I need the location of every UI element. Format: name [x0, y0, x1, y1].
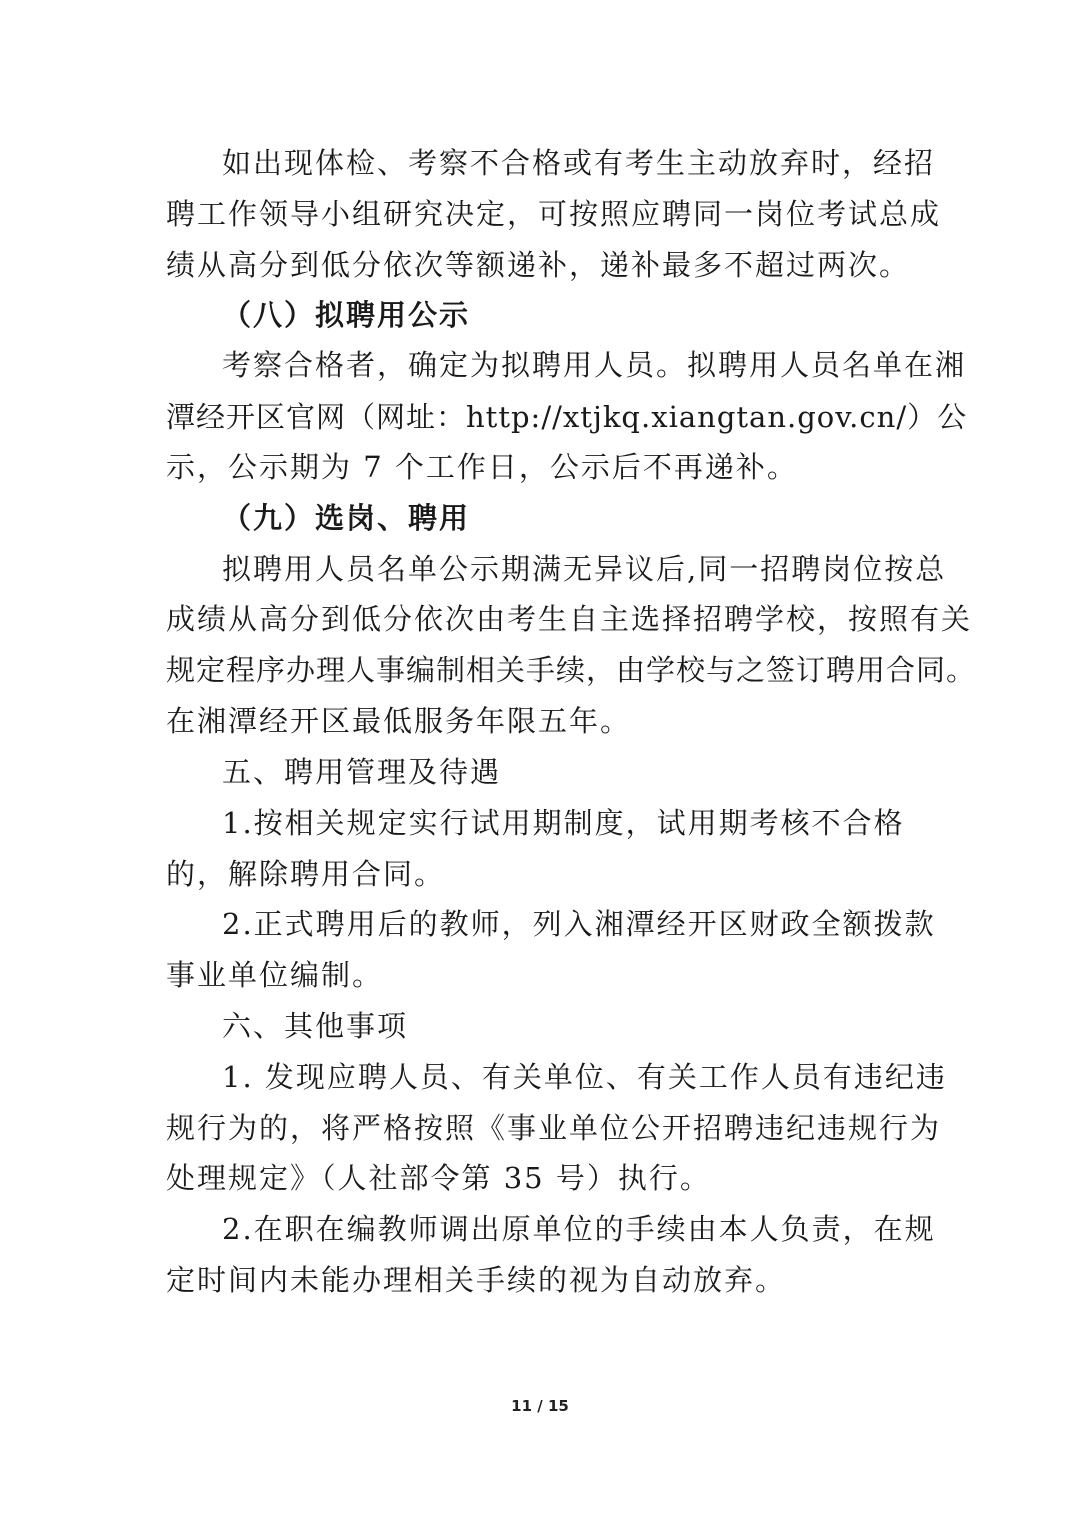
paragraph-line: 2.正式聘用后的教师，列入湘潭经开区财政全额拨款: [222, 907, 936, 941]
paragraph-line: 2.在职在编教师调出原单位的手续由本人负责，在规: [222, 1212, 936, 1246]
section-heading-9: （九）选岗、聘用: [222, 501, 471, 535]
paragraph-line: 规定程序办理人事编制相关手续，由学校与之签订聘用合同。: [166, 653, 977, 687]
paragraph-line: 示，公示期为 7 个工作日，公示后不再递补。: [166, 450, 798, 484]
paragraph-line: 定时间内未能办理相关手续的视为自动放弃。: [166, 1263, 787, 1297]
paragraph-line: 1. 发现应聘人员、有关单位、有关工作人员有违纪违: [222, 1060, 947, 1094]
paragraph-line: 考察合格者，确定为拟聘用人员。拟聘用人员名单在湘: [222, 348, 967, 382]
paragraph-line: 绩从高分到低分依次等额递补，递补最多不超过两次。: [166, 248, 911, 282]
section-heading-6: 六、其他事项: [222, 1009, 409, 1043]
paragraph-line: 规行为的，将严格按照《事业单位公开招聘违纪违规行为: [166, 1111, 942, 1145]
paragraph-line: 如出现体检、考察不合格或有考生主动放弃时，经招: [222, 146, 936, 180]
paragraph-line: 成绩从高分到低分依次由考生自主选择招聘学校，按照有关: [166, 602, 973, 636]
paragraph-line: 拟聘用人员名单公示期满无异议后,同一招聘岗位按总: [222, 552, 947, 586]
paragraph-line: 在湘潭经开区最低服务年限五年。: [166, 704, 632, 738]
section-heading-5: 五、聘用管理及待遇: [222, 755, 502, 789]
paragraph-line: 1.按相关规定实行试用期制度，试用期考核不合格: [222, 806, 905, 840]
paragraph-line-with-url: 潭经开区官网（网址：http://xtjkq.xiangtan.gov.cn/）公: [166, 400, 968, 434]
page-number: 11 / 15: [511, 1397, 569, 1415]
paragraph-line: 的，解除聘用合同。: [166, 857, 446, 891]
section-heading-8: （八）拟聘用公示: [222, 298, 471, 332]
paragraph-line: 聘工作领导小组研究决定，可按照应聘同一岗位考试总成: [166, 197, 942, 231]
paragraph-line: 处理规定》（人社部令第 35 号）执行。: [166, 1161, 711, 1195]
paragraph-line: 事业单位编制。: [166, 958, 384, 992]
